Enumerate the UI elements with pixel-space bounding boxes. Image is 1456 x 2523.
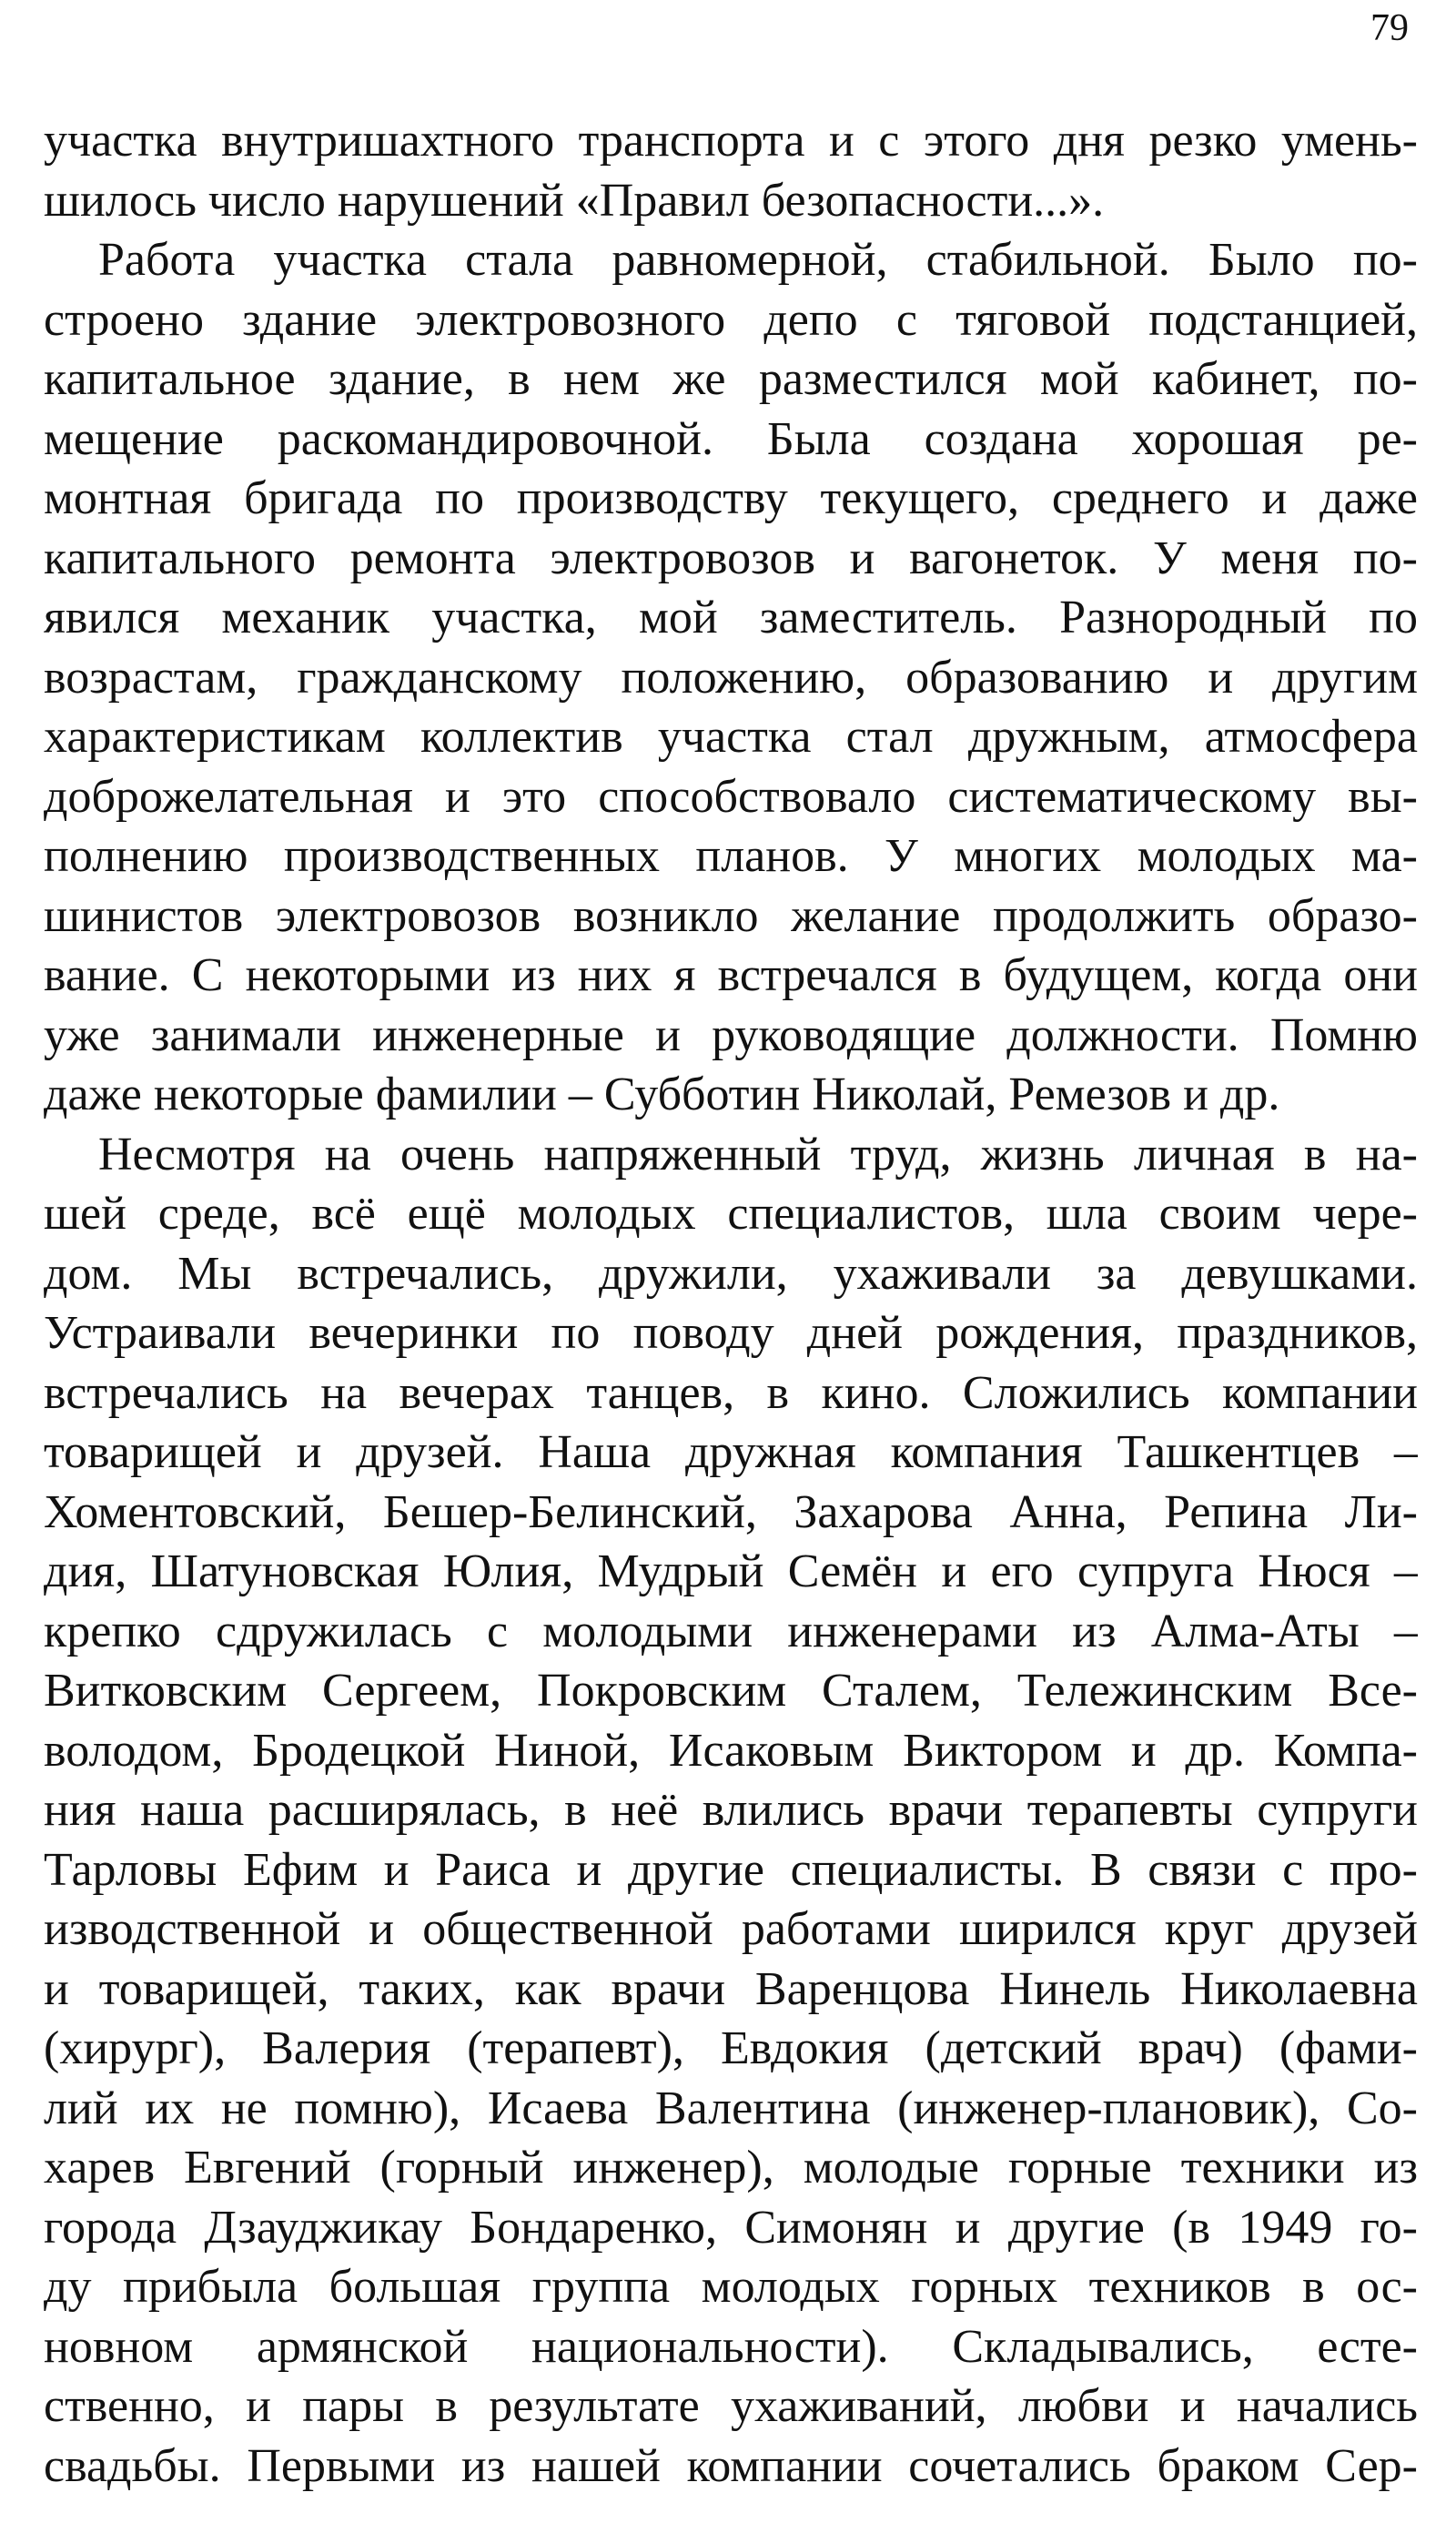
text-line: доброжелательная и это способствовало систематическому вы- [44,770,1418,823]
text-line: изводственной и общественной работами ширился круг друзей [44,1903,1418,1955]
text-line: капитальное здание, в нем же разместился мой кабинет, по- [44,353,1418,405]
page-number: 79 [1370,7,1409,49]
text-line: участка внутришахтного транспорта и с этого дня резко умень- [44,115,1418,167]
text-line: Работа участка стала равномерной, стабильной. Было по- [98,234,1418,286]
text-line: вание. С некоторыми из них я встречался в будущем, когда они [44,949,1418,1001]
text-line: возрастам, гражданскому положению, образованию и другим [44,651,1418,704]
text-line: даже некоторые фамилии – Субботин Николай, Ремезов и др. [44,1069,1280,1120]
text-line: строено здание электровозного депо с тяговой подстанцией, [44,293,1418,346]
text-line: (хирург), Валерия (терапевт), Евдокия (детский врач) (фами- [44,2022,1418,2074]
text-line: Устраивали вечеринки по поводу дней рождения, праздников, [44,1307,1418,1359]
text-line: явился механик участка, мой заместитель. Разнородный по [44,592,1418,643]
text-line: володом, Бродецкой Ниной, Исаковым Виктором и др. Компа- [44,1724,1418,1777]
body-text [44,111,1418,2496]
text-line: ния наша расширялась, в неё влились врачи терапевты супруги [44,1784,1418,1836]
text-line: мещение раскомандировочной. Была создана хорошая ре- [44,412,1418,465]
text-line: ственно, и пары в результате ухаживаний, любви и начались [44,2380,1418,2432]
text-line: уже занимали инженерные и руководящие должности. Помню [44,1008,1418,1061]
text-line: города Дзауджикау Бондаренко, Симонян и другие (в 1949 го- [44,2201,1418,2254]
text-line: Несмотря на очень напряженный труд, жизнь личная в на- [98,1128,1418,1180]
text-line: Хоментовский, Бешер-Белинский, Захарова Анна, Репина Ли- [44,1485,1418,1538]
text-line: шей среде, всё ещё молодых специалистов, шла своим чере- [44,1188,1418,1240]
text-line: полнению производственных планов. У многих молодых ма- [44,830,1418,882]
text-line: дия, Шатуновская Юлия, Мудрый Семён и его супруга Нюся – [44,1545,1418,1597]
text-line: товарищей и друзей. Наша дружная компания Ташкентцев – [44,1426,1418,1478]
text-line: капитального ремонта электровозов и вагонеток. У меня по- [44,532,1418,584]
text-line: крепко сдружилась с молодыми инженерами из Алма-Аты – [44,1605,1418,1657]
text-line: встречались на вечерах танцев, в кино. Сложились компании [44,1366,1418,1419]
text-line: и товарищей, таких, как врачи Варенцова Нинель Николаевна [44,1962,1418,2015]
text-line: Витковским Сергеем, Покровским Сталем, Тележинским Все- [44,1665,1418,1717]
text-line: шилось число нарушений «Правил безопасности...». [44,174,1105,227]
text-line: свадьбы. Первыми из нашей компании сочетались браком Сер- [44,2439,1418,2492]
text-line: ду прибыла большая группа молодых горных техников в ос- [44,2261,1418,2313]
text-line: дом. Мы встречались, дружили, ухаживали за девушками. [44,1247,1418,1300]
text-line: Тарловы Ефим и Раиса и другие специалисты. В связи с про- [44,1843,1418,1896]
text-line: характеристикам коллектив участка стал дружным, атмосфера [44,711,1418,763]
text-line: шинистов электровозов возникло желание продолжить образо- [44,889,1418,942]
text-line: монтная бригада по производству текущего, среднего и даже [44,472,1418,524]
text-line: новном армянской национальности). Складывались, есте- [44,2320,1418,2373]
text-line: лий их не помню), Исаева Валентина (инженер-плановик), Со- [44,2082,1418,2134]
text-line: харев Евгений (горный инженер), молодые горные техники из [44,2142,1418,2194]
